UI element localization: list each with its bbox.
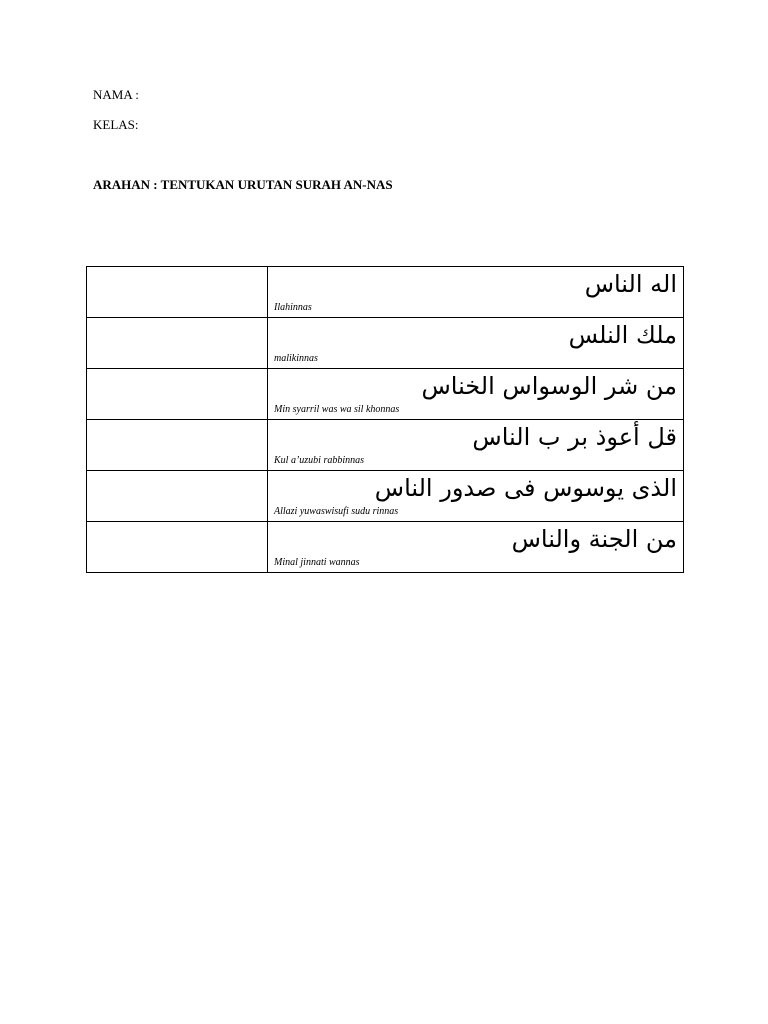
answer-cell[interactable] [87, 420, 268, 471]
answer-cell[interactable] [87, 318, 268, 369]
answer-cell[interactable] [87, 471, 268, 522]
arabic-verse: من الجنة والناس [511, 525, 677, 553]
verse-cell [268, 369, 684, 420]
arabic-verse: اله الناس [584, 270, 677, 298]
nama-label: NAMA : [93, 87, 139, 102]
answer-cell[interactable] [87, 267, 268, 318]
verse-transliteration: malikinnas [274, 353, 318, 364]
arabic-verse: الذى يوسوس فى صدور الناس [374, 474, 677, 502]
answer-cell[interactable] [87, 522, 268, 573]
arabic-verse: من شر الوسواس الخناس [421, 372, 677, 400]
verse-cell [268, 420, 684, 471]
answer-cell[interactable] [87, 369, 268, 420]
table-row [87, 369, 684, 420]
verse-transliteration: Kul a’uzubi rabbinnas [274, 455, 365, 466]
verse-transliteration: Allazi yuwaswisufi sudu rinnas [274, 506, 399, 517]
verse-cell [268, 471, 684, 522]
instruction-heading: ARAHAN : TENTUKAN URUTAN SURAH AN-NAS [93, 177, 393, 192]
verse-cell [268, 318, 684, 369]
table-row [87, 318, 684, 369]
verse-transliteration: Minal jinnati wannas [274, 557, 360, 568]
verse-transliteration: Ilahinnas [274, 302, 312, 313]
verse-cell [268, 267, 684, 318]
arabic-verse: ملك النلس [568, 321, 677, 349]
table-row [87, 267, 684, 318]
arabic-verse: قل أعوذ بر ب الناس [472, 423, 677, 451]
verse-transliteration: Min syarril was wa sil khonnas [274, 404, 400, 415]
table-row [87, 522, 684, 573]
kelas-label: KELAS: [93, 117, 139, 132]
table-row [87, 420, 684, 471]
table-row [87, 471, 684, 522]
verse-cell [268, 522, 684, 573]
surah-order-table [86, 266, 684, 573]
